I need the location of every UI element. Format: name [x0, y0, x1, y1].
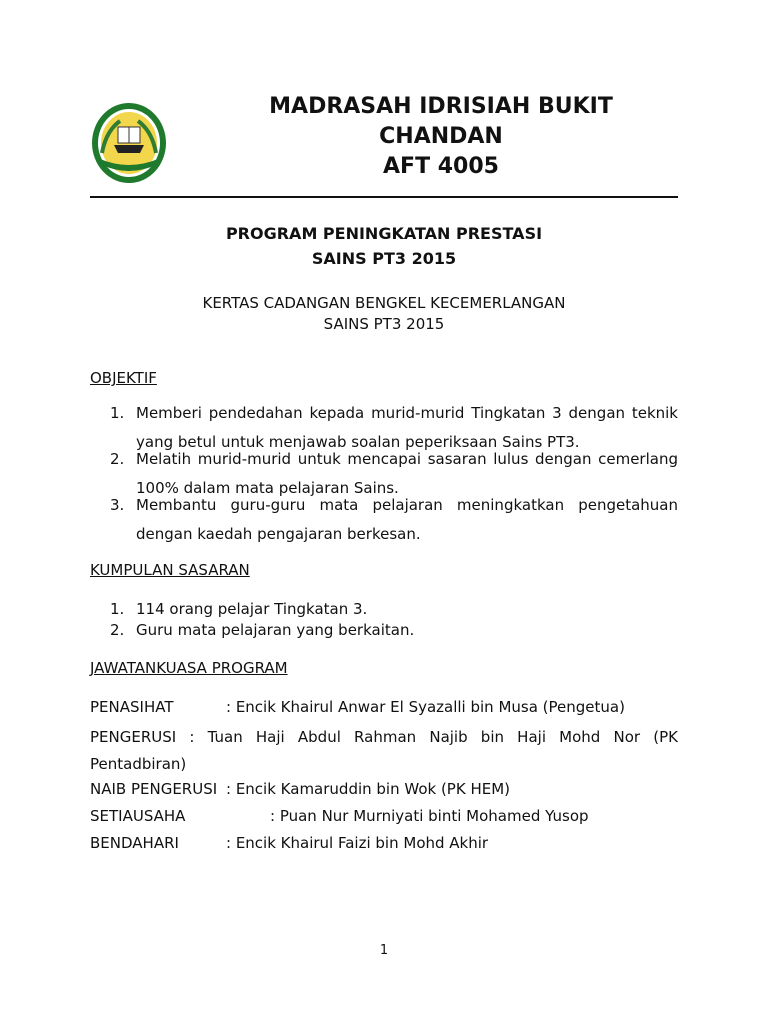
target-group-heading: KUMPULAN SASARAN [90, 561, 250, 579]
list-item-number: 1. [110, 600, 125, 618]
committee-member: : Encik Khairul Faizi bin Mohd Akhir [226, 834, 489, 852]
committee-member-continued: Pentadbiran) [90, 755, 187, 773]
header-divider [90, 196, 678, 198]
school-code: AFT 4005 [383, 154, 499, 179]
program-title [90, 221, 678, 271]
program-title-line1: PROGRAM PENINGKATAN PRESTASI [225, 224, 543, 243]
committee-row [90, 697, 678, 724]
committee-member: : Puan Nur Murniyati binti Mohamed Yusop [270, 807, 589, 825]
list-item-number: 2. [110, 621, 125, 639]
objectives-heading: OBJEKTIF [90, 369, 157, 387]
list-item-number: 3. [110, 496, 125, 514]
list-item-text: Membantu guru-guru mata pelajaran meningkatkan pengetahuan dengan kaedah pengajaran berkesan. [136, 496, 678, 543]
school-crest-logo [90, 101, 168, 185]
list-item-number: 1. [110, 404, 125, 422]
school-name-line1: MADRASAH IDRISIAH BUKIT [269, 94, 613, 119]
list-item-text: Melatih murid-murid untuk mencapai sasaran lulus dengan cemerlang 100% dalam mata pelajaran Sains. [136, 450, 678, 497]
program-subtitle-line2: SAINS PT3 2015 [323, 315, 445, 333]
committee-role: SETIAUSAHA [90, 807, 186, 825]
list-item-text: Memberi pendedahan kepada murid-murid Tingkatan 3 dengan teknik yang betul untuk menjawab soalan peperiksaan Sains PT3. [136, 404, 678, 451]
committee-table [90, 697, 678, 860]
committee-member: : Encik Khairul Anwar El Syazalli bin Musa (Pengetua) [226, 698, 625, 716]
list-item-number: 2. [110, 450, 125, 468]
committee-role: NAIB PENGERUSI [90, 780, 218, 798]
list-item [90, 620, 678, 641]
page-number: 1 [379, 943, 389, 958]
committee-member: : Encik Kamaruddin bin Wok (PK HEM) [226, 780, 511, 798]
list-item-text: Guru mata pelajaran yang berkaitan. [136, 621, 415, 639]
target-group-list [90, 599, 678, 641]
list-item [90, 599, 678, 620]
committee-role: PENGERUSI [90, 728, 177, 746]
school-name-line2: CHANDAN [379, 124, 503, 149]
committee-row [90, 779, 678, 806]
program-subtitle-line1: KERTAS CADANGAN BENGKEL KECEMERLANGAN [202, 294, 566, 312]
objectives-list [90, 399, 678, 549]
committee-row [90, 833, 678, 860]
list-item-text: 114 orang pelajar Tingkatan 3. [136, 600, 368, 618]
list-item [90, 491, 678, 549]
committee-row-line1 [90, 724, 678, 751]
committee-row [90, 806, 678, 833]
committee-role: BENDAHARI [90, 834, 179, 852]
committee-heading: JAWATANKUASA PROGRAM [90, 659, 288, 677]
committee-row [90, 724, 678, 779]
program-subtitle [90, 293, 678, 335]
program-title-line2: SAINS PT3 2015 [311, 249, 457, 268]
school-name-block [220, 92, 662, 182]
committee-role: PENASIHAT [90, 698, 174, 716]
committee-member: : Tuan Haji Abdul Rahman Najib bin Haji Mohd Nor (PK [189, 728, 678, 746]
